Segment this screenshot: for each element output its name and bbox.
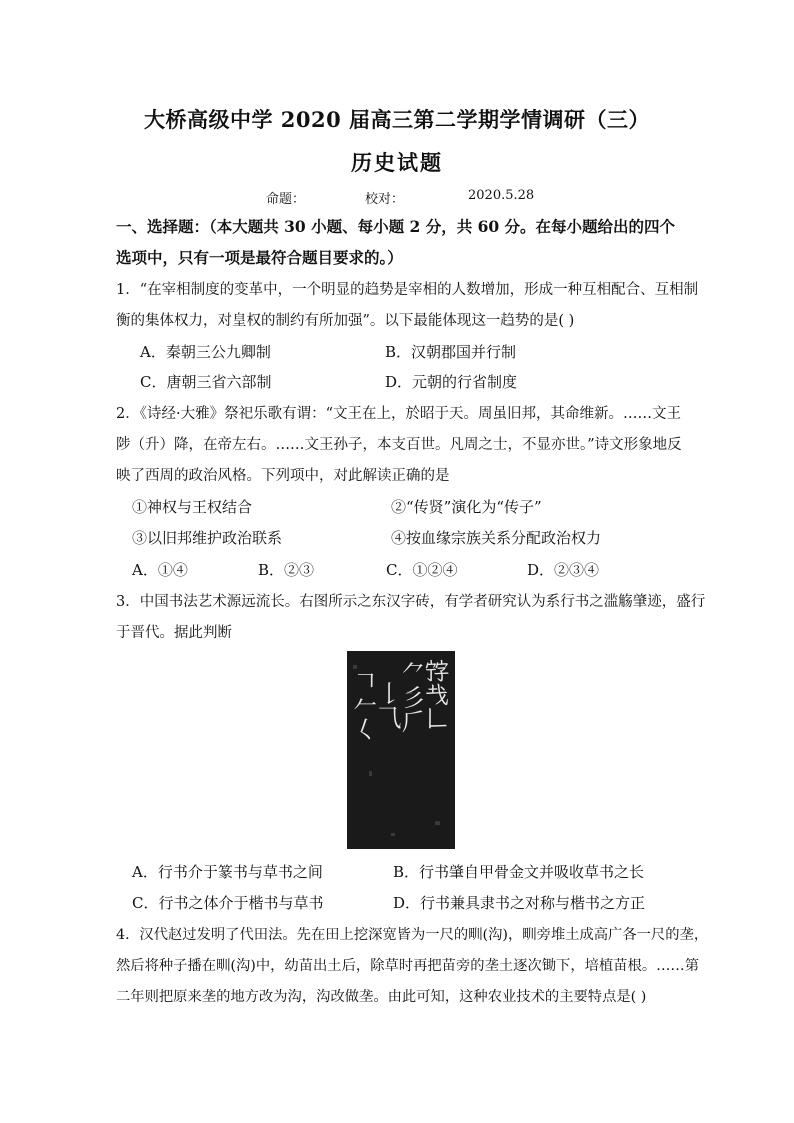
q2-stem-line1: 2．《诗经·大雅》祭祀乐歌有谓：“文王在上，於昭于天。周虽旧邦，其命维新。……文王 <box>116 406 681 422</box>
rubbing-script-column: 𠄌⺄ <box>373 681 401 729</box>
q4-stem-line3: 二年则把原来垄的地方改为沟，沟改做垄。由此可知，这种农业技术的主要特点是( ) <box>116 989 647 1005</box>
rubbing-script-column: 𠃍𠂉𡿨 <box>349 669 377 741</box>
q4-stem-line2: 然后将种子播在甽(沟)中，幼苗出土后，除草时再把苗旁的垄土逐次锄下，培植苗根。……第 <box>116 958 700 974</box>
q2-stem-line2: 陟（升）降，在帝左右。……文王孙子，本支百世。凡周之士，不显亦世。”诗文形象地反 <box>116 437 682 453</box>
subject-title: 历史试题 <box>351 150 443 175</box>
q1-stem-line1: 1．“在宰相制度的变革中，一个明显的趋势是宰相的人数增加，形成一种互相配合、互相制 <box>116 282 699 298</box>
q2-option-d: D．②③④ <box>527 561 600 579</box>
q3-option-b: B．行书肇自甲骨金文并吸收草书之长 <box>393 863 645 881</box>
q1-option-d: D．元朝的行省制度 <box>385 373 518 391</box>
q2-item-1: ①神权与王权结合 <box>132 498 253 516</box>
rubbing-script-column: ⺈彡𠂆 <box>397 661 425 733</box>
q2-option-a: A．①④ <box>132 561 188 579</box>
eastern-han-brick-rubbing-image <box>347 651 455 849</box>
q3-option-c: C．行书之体介于楷书与草书 <box>132 894 324 912</box>
q1-option-c: C．唐朝三省六部制 <box>140 373 272 391</box>
q1-option-b: B．汉朝郡国并行制 <box>385 343 517 361</box>
checker-label: 校对： <box>365 192 405 207</box>
q3-stem-line2: 于晋代。据此判断 <box>116 625 232 641</box>
exam-date: 2020.5.28 <box>468 188 535 203</box>
section-heading-line1: 一、选择题：（本大题共 30 小题、每小题 2 分，共 60 分。在每小题给出的四个 <box>116 217 676 236</box>
q2-item-3: ③以旧邦维护政治联系 <box>132 529 283 547</box>
setter-label: 命题： <box>266 192 306 207</box>
q3-option-d: D．行书兼具隶书之对称与楷书之方正 <box>393 894 646 912</box>
rubbing-script-column: 𡨸𢦏𠃊 <box>423 657 451 729</box>
q3-option-a: A．行书介于篆书与草书之间 <box>132 863 323 881</box>
q2-option-b: B．②③ <box>258 561 315 579</box>
q2-option-c: C．①②④ <box>386 561 458 579</box>
exam-title: 大桥高级中学 2020 届高三第二学期学情调研（三） <box>143 107 651 132</box>
q1-option-a: A．秦朝三公九卿制 <box>140 343 271 361</box>
q4-stem-line1: 4．汉代赵过发明了代田法。先在田上挖深宽皆为一尺的甽(沟)，甽旁堆土成高广各一尺的垄， <box>116 927 709 943</box>
section-heading-line2: 选项中，只有一项是最符合题目要求的。） <box>116 248 403 267</box>
q1-stem-line2: 衡的集体权力，对皇权的制约有所加强”。以下最能体现这一趋势的是( ) <box>116 313 575 329</box>
q3-stem-line1: 3．中国书法艺术源远流长。右图所示之东汉字砖，有学者研究认为系行书之滥觞肇迹，盛行 <box>116 594 706 610</box>
q2-item-2: ②“传贤”演化为“传子” <box>391 498 542 516</box>
q2-item-4: ④按血缘宗族关系分配政治权力 <box>391 529 602 547</box>
q2-stem-line3: 映了西周的政治风格。下列项中，对此解读正确的是 <box>116 468 450 484</box>
